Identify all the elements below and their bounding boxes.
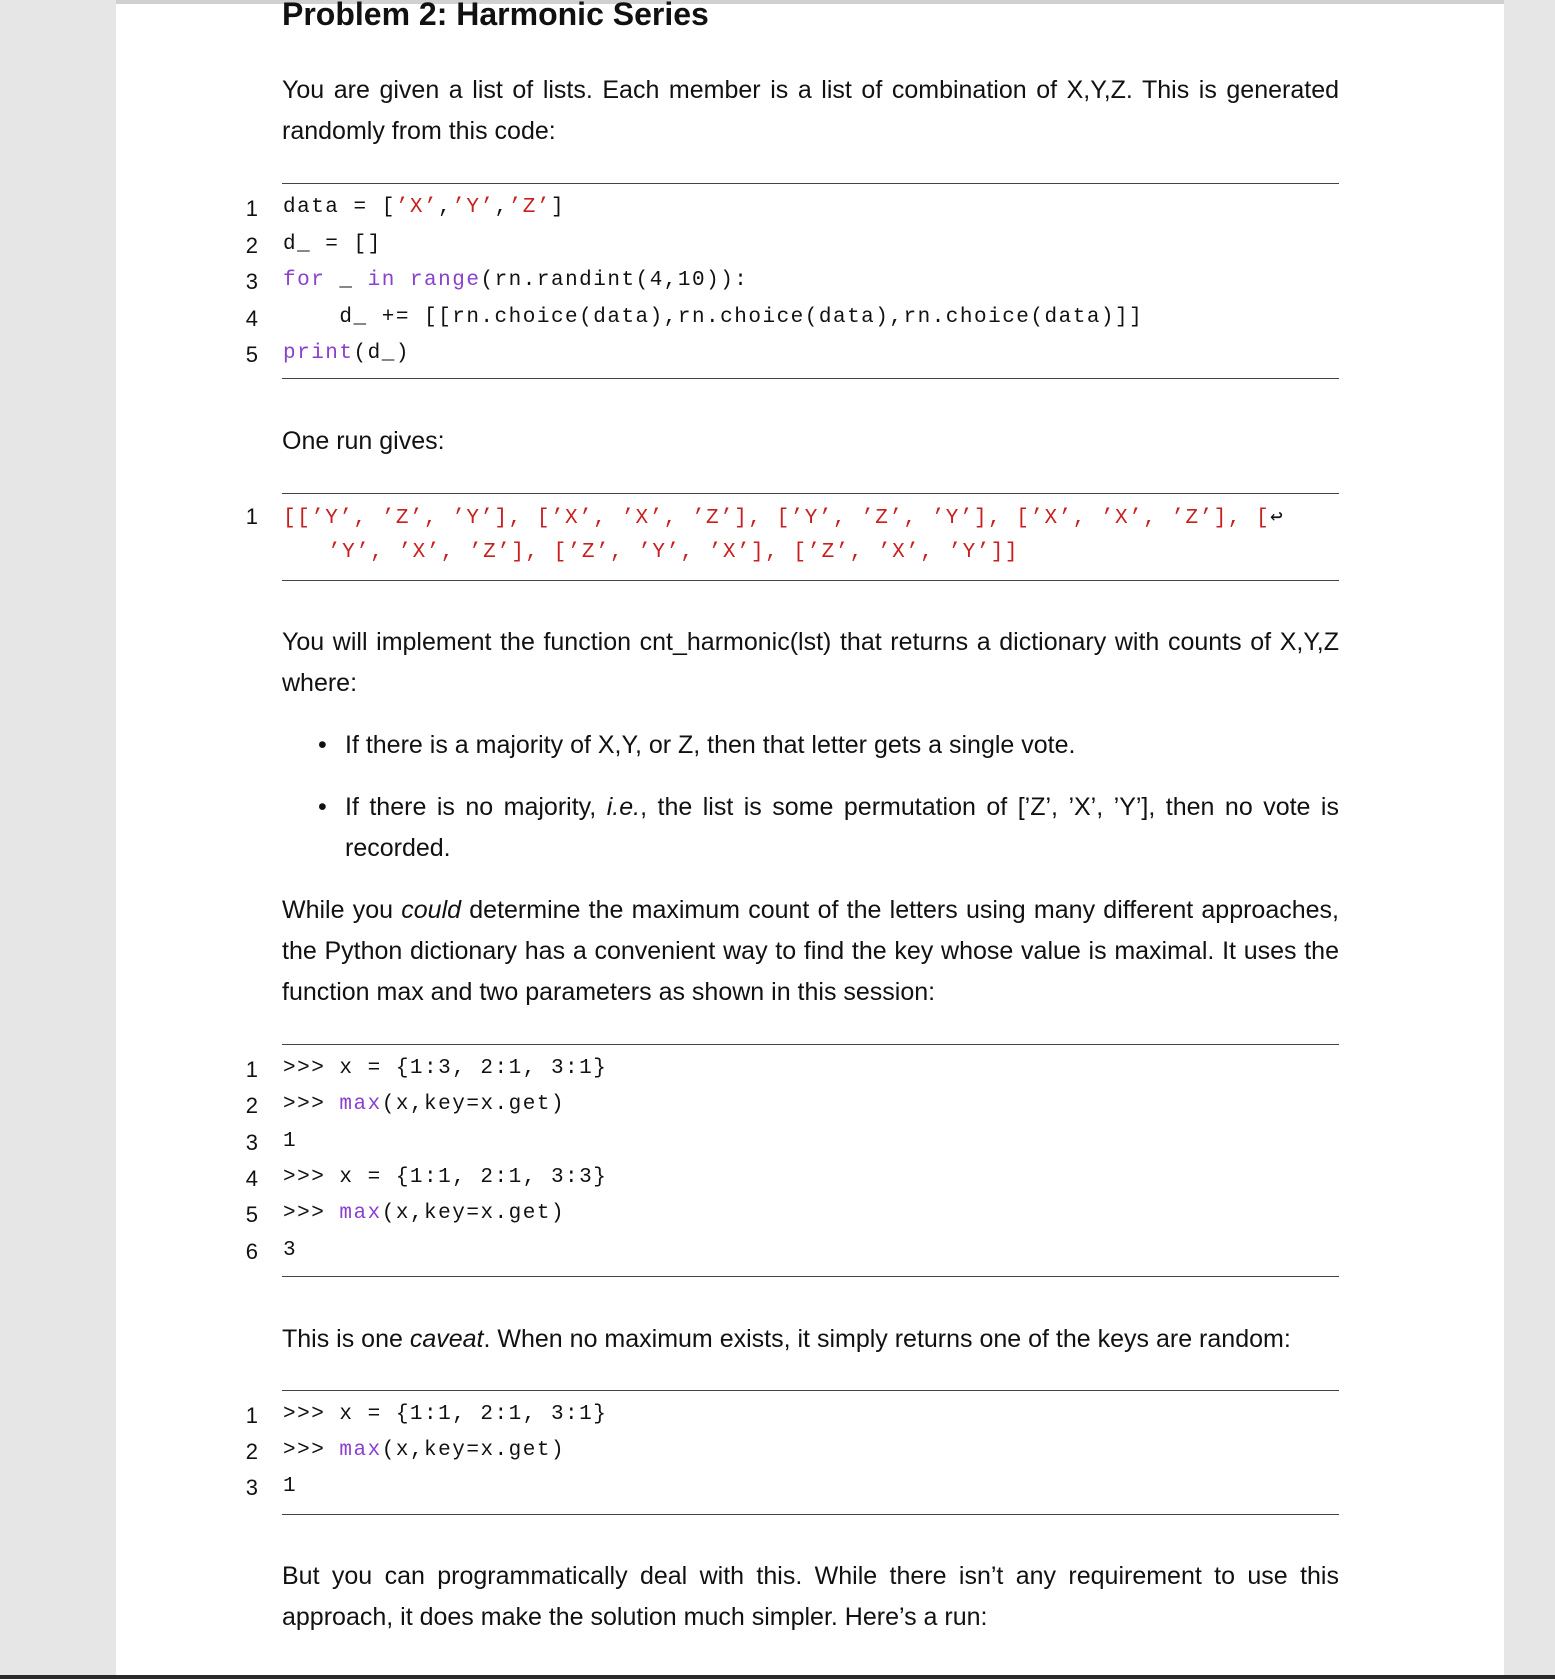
bullet-text-post: , the list is some permutation of [’Z’, ’X’, ’Y’], then no vote is recorded. xyxy=(345,793,1339,862)
output-line-1-wrap xyxy=(240,541,1020,571)
code-text: 3 xyxy=(283,1238,298,1262)
line-number: 3 xyxy=(245,269,258,294)
output1-bottom-rule xyxy=(282,580,1339,581)
wrap-arrow-icon: ↩ xyxy=(1270,507,1285,530)
output-line-1 xyxy=(240,504,1285,534)
output-text-line2: ’Y’, ’X’, ’Z’], [’Z’, ’Y’, ’X’], [’Z’, ’X’, ’Y’]] xyxy=(328,541,1020,564)
intro-paragraph: You are given a list of lists. Each member is a list of combination of X,Y,Z. This is generated randomly from this code: xyxy=(282,76,1339,145)
code-text: d_ = [] xyxy=(283,232,382,256)
output1-top-rule xyxy=(282,493,1339,494)
code2-top-rule xyxy=(282,1044,1339,1045)
rules-list xyxy=(318,725,1339,869)
code-text: >>> max(x,key=x.get) xyxy=(283,1439,566,1462)
one-run-label: One run gives: xyxy=(282,427,445,455)
while-paragraph xyxy=(282,890,1339,1013)
line-number: 2 xyxy=(245,1093,258,1119)
line-number: 4 xyxy=(245,305,258,331)
caveat-post: . When no maximum exists, it simply returns one of the keys are random: xyxy=(483,1325,1291,1353)
code-text: >>> x = {1:1, 2:1, 3:3} xyxy=(283,1165,608,1189)
line-number: 6 xyxy=(245,1238,258,1264)
line-number: 1 xyxy=(245,1057,258,1082)
code-text: >>> x = {1:1, 2:1, 3:1} xyxy=(283,1403,608,1426)
code1-bottom-rule xyxy=(282,378,1339,379)
while-em: could xyxy=(401,896,462,924)
while-pre: While you xyxy=(282,896,402,924)
line-number: 5 xyxy=(245,1202,258,1228)
caveat-em: caveat xyxy=(409,1325,484,1353)
line-number: 5 xyxy=(245,342,258,367)
output-text: [[’Y’, ’Z’, ’Y’], [’X’, ’X’, ’Z’], [’Y’, ’Z’, ’Y’], [’X’, ’X’, ’Z’], [ xyxy=(283,507,1271,530)
line-number: 2 xyxy=(245,1439,258,1464)
list-item xyxy=(318,725,1339,766)
output-text-line1 xyxy=(283,504,1284,530)
while-post: determine the maximum count of the letters using many different approaches, the Python dictionary has a convenient way to find the key whose value is maximal. It uses the function max and two parameters as shown in this session: xyxy=(282,896,1339,1006)
code-text: 1 xyxy=(283,1129,298,1153)
page-title: Problem 2: Harmonic Series xyxy=(282,0,709,32)
code-text: >>> max(x,key=x.get) xyxy=(283,1202,566,1226)
code-text: 1 xyxy=(283,1475,298,1498)
bullet-text-em: i.e. xyxy=(606,793,641,821)
code2-bottom-rule xyxy=(282,1276,1339,1277)
code-text: for _ in range(rn.randint(4,10)): xyxy=(283,269,749,292)
bottom-edge xyxy=(0,1675,1555,1679)
line-number: 3 xyxy=(245,1475,258,1500)
caveat-pre: This is one xyxy=(282,1325,410,1353)
line-number: 1 xyxy=(245,196,258,221)
code-text: >>> x = {1:3, 2:1, 3:1} xyxy=(283,1057,608,1080)
bullet-icon: • xyxy=(318,731,327,759)
line-number: 2 xyxy=(245,232,258,258)
line-number: 1 xyxy=(245,1403,258,1428)
code1-top-rule xyxy=(282,183,1339,184)
caveat-paragraph xyxy=(282,1319,1339,1360)
line-number: 4 xyxy=(245,1165,258,1191)
code3-top-rule xyxy=(282,1390,1339,1391)
line-number: 3 xyxy=(245,1129,258,1155)
implement-paragraph: You will implement the function cnt_harmonic(lst) that returns a dictionary with counts of X,Y,Z where: xyxy=(282,628,1339,697)
code-text: >>> max(x,key=x.get) xyxy=(283,1093,566,1117)
line-number: 1 xyxy=(245,504,258,529)
code-text: data = [’X’,’Y’,’Z’] xyxy=(283,196,566,219)
code-text: d_ += [[rn.choice(data),rn.choice(data),rn.choice(data)]] xyxy=(283,305,1144,329)
code3-bottom-rule xyxy=(282,1514,1339,1515)
code-text: print(d_) xyxy=(283,342,410,365)
final-paragraph: But you can programmatically deal with this. While there isn’t any requirement to use this approach, it does make the solution much simpler. Here’s a run: xyxy=(282,1562,1339,1631)
bullet-text-pre: If there is no majority, xyxy=(345,793,607,821)
bullet-text: If there is a majority of X,Y, or Z, then that letter gets a single vote. xyxy=(345,731,1076,759)
list-item xyxy=(318,787,1339,869)
bullet-icon: • xyxy=(318,793,327,821)
